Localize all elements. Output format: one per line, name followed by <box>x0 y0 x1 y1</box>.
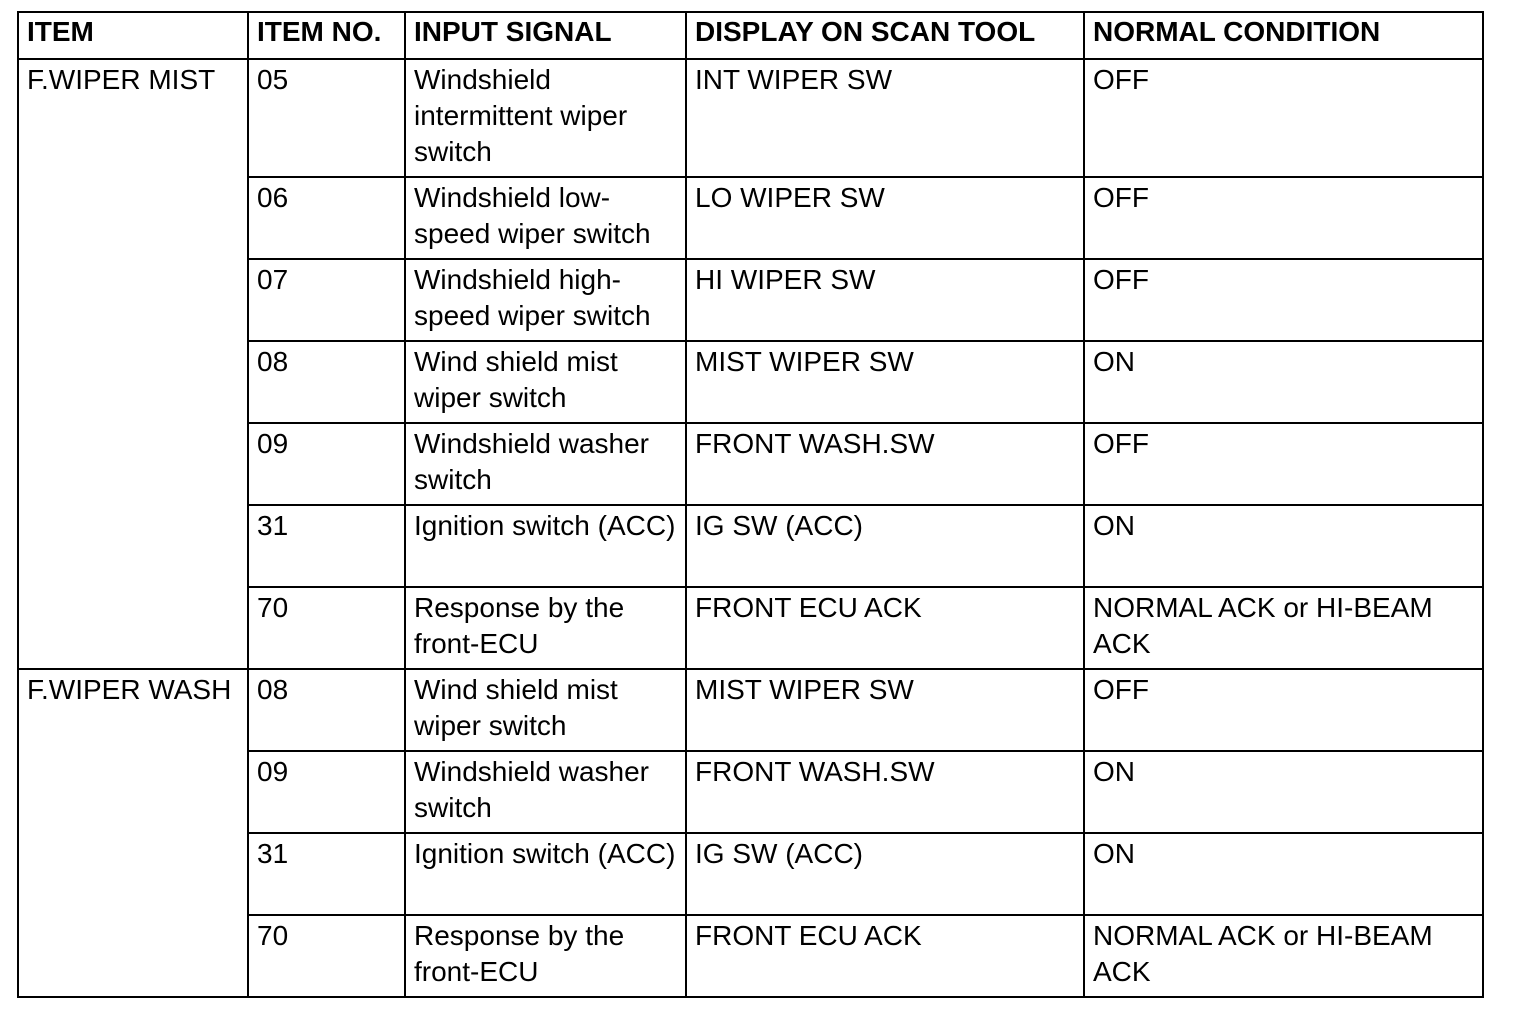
header-item-no: ITEM NO. <box>248 12 405 59</box>
item-no-cell: 05 <box>248 59 405 177</box>
condition-cell: NORMAL ACK or HI-BEAM ACK <box>1084 587 1483 669</box>
item-no-cell: 09 <box>248 751 405 833</box>
input-signal-cell: Windshield washer switch <box>405 423 686 505</box>
display-cell: LO WIPER SW <box>686 177 1084 259</box>
display-cell: FRONT WASH.SW <box>686 751 1084 833</box>
input-signal-cell: Response by the front-ECU <box>405 587 686 669</box>
condition-cell: ON <box>1084 341 1483 423</box>
item-no-cell: 31 <box>248 505 405 587</box>
input-signal-cell: Ignition switch (ACC) <box>405 505 686 587</box>
condition-cell: OFF <box>1084 423 1483 505</box>
scan-tool-data-table <box>17 11 1484 998</box>
display-cell: FRONT WASH.SW <box>686 423 1084 505</box>
display-cell: MIST WIPER SW <box>686 669 1084 751</box>
input-signal-cell: Windshield washer switch <box>405 751 686 833</box>
header-input-signal: INPUT SIGNAL <box>405 12 686 59</box>
item-group-cell: F.WIPER MIST <box>18 59 248 669</box>
condition-cell: ON <box>1084 833 1483 915</box>
table-row <box>18 59 1483 177</box>
item-no-cell: 09 <box>248 423 405 505</box>
input-signal-cell: Ignition switch (ACC) <box>405 833 686 915</box>
item-no-cell: 70 <box>248 587 405 669</box>
display-cell: FRONT ECU ACK <box>686 915 1084 997</box>
condition-cell: OFF <box>1084 669 1483 751</box>
condition-cell: OFF <box>1084 59 1483 177</box>
input-signal-cell: Windshield intermittent wiper switch <box>405 59 686 177</box>
header-display-on-scan-tool: DISPLAY ON SCAN TOOL <box>686 12 1084 59</box>
table-header-row <box>18 12 1483 59</box>
display-cell: MIST WIPER SW <box>686 341 1084 423</box>
display-cell: IG SW (ACC) <box>686 505 1084 587</box>
item-no-cell: 08 <box>248 341 405 423</box>
input-signal-cell: Wind shield mist wiper switch <box>405 669 686 751</box>
item-group-cell: F.WIPER WASH <box>18 669 248 997</box>
input-signal-cell: Windshield high-speed wiper switch <box>405 259 686 341</box>
item-no-cell: 07 <box>248 259 405 341</box>
item-no-cell: 31 <box>248 833 405 915</box>
display-cell: HI WIPER SW <box>686 259 1084 341</box>
table-row <box>18 669 1483 751</box>
display-cell: INT WIPER SW <box>686 59 1084 177</box>
item-no-cell: 70 <box>248 915 405 997</box>
condition-cell: ON <box>1084 751 1483 833</box>
item-no-cell: 08 <box>248 669 405 751</box>
display-cell: FRONT ECU ACK <box>686 587 1084 669</box>
header-normal-condition: NORMAL CONDITION <box>1084 12 1483 59</box>
input-signal-cell: Response by the front-ECU <box>405 915 686 997</box>
condition-cell: ON <box>1084 505 1483 587</box>
condition-cell: NORMAL ACK or HI-BEAM ACK <box>1084 915 1483 997</box>
input-signal-cell: Wind shield mist wiper switch <box>405 341 686 423</box>
input-signal-cell: Windshield low-speed wiper switch <box>405 177 686 259</box>
item-no-cell: 06 <box>248 177 405 259</box>
header-item: ITEM <box>18 12 248 59</box>
condition-cell: OFF <box>1084 259 1483 341</box>
condition-cell: OFF <box>1084 177 1483 259</box>
display-cell: IG SW (ACC) <box>686 833 1084 915</box>
